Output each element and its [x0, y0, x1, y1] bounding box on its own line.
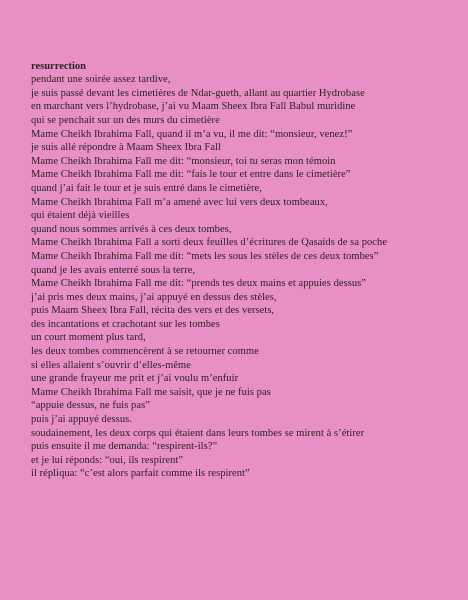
poem-line: j’ai pris mes deux mains, j’ai appuyé en dessus des stèles,: [31, 291, 277, 303]
poem-line: quand j’ai fait le tour et je suis entré dans le cimetière,: [31, 182, 262, 194]
poem-line: puis ensuite il me demanda: “respirent-ils?”: [31, 441, 218, 453]
poem-line: “appuie dessus, ne fuis pas”: [31, 400, 150, 412]
poem-line: Mame Cheikh Ibrahima Fall me dit: “fais le tour et entre dans le cimetière”: [31, 169, 351, 181]
poem-line: Mame Cheikh Ibrahima Fall me dit: “prends tes deux mains et appuies dessus”: [31, 278, 367, 290]
poem-line: et je lui réponds: “oui, ils respirent”: [31, 454, 184, 466]
poem-line: une grande frayeur me prit et j’ai voulu m’enfuir: [31, 373, 239, 385]
poem-page: [31, 60, 461, 481]
poem-line: Mame Cheikh Ibrahima Fall m’a amené avec lui vers deux tombeaux,: [31, 196, 328, 208]
poem-line: quand je les avais enterré sous la terre,: [31, 264, 196, 276]
poem-title: resurrection: [31, 61, 87, 72]
poem-line: puis Maam Sheex Ibra Fall, récita des vers et des versets,: [31, 305, 275, 317]
poem-line: des incantations et crachotant sur les tombes: [31, 318, 220, 330]
poem-line: si elles allaient s’ouvrir d’elles-même: [31, 359, 191, 371]
poem-line: je suis allé répondre à Maam Sheex Ibra Fall: [31, 142, 221, 154]
poem-line: Mame Cheikh Ibrahima Fall a sorti deux feuilles d’écritures de Qasaids de sa poche: [31, 237, 388, 249]
poem-line: Mame Cheikh Ibrahima Fall me saisit, que je ne fuis pas: [31, 386, 271, 398]
poem-line: en marchant vers l’hydrobase, j’ai vu Maam Sheex Ibra Fall Babul muridine: [31, 101, 356, 113]
poem-line: Mame Cheikh Ibrahima Fall me dit: “mets les sous les stèles de ces deux tombes”: [31, 250, 379, 262]
poem-line: qui étaient déjà vieilles: [31, 210, 130, 222]
poem-line: je suis passé devant les cimetières de Ndar-gueth, allant au quartier Hydrobase: [31, 87, 365, 99]
poem-line: les deux tombes commencèrent à se retourner comme: [31, 346, 259, 358]
poem-line: soudainement, les deux corps qui étaient dans leurs tombes se mirent à s’étirer: [31, 427, 365, 439]
poem-line: qui se penchait sur un des murs du cimetière: [31, 114, 220, 126]
poem-line: un court moment plus tard,: [31, 332, 146, 344]
poem-line: quand nous sommes arrivés à ces deux tombes,: [31, 223, 232, 235]
poem-line: puis j’ai appuyé dessus.: [31, 414, 132, 426]
poem-line: pendant une soirée assez tardive,: [31, 74, 171, 86]
poem-line: Mame Cheikh Ibrahima Fall me dit: “monsieur, toi tu seras mon témoin: [31, 155, 336, 167]
poem-line: il répliqua: “c’est alors parfait comme ils respirent”: [31, 468, 250, 480]
poem-lines: [31, 73, 461, 481]
poem-line: Mame Cheikh Ibrahima Fall, quand il m’a vu, il me dit: “monsieur, venez!”: [31, 128, 353, 140]
